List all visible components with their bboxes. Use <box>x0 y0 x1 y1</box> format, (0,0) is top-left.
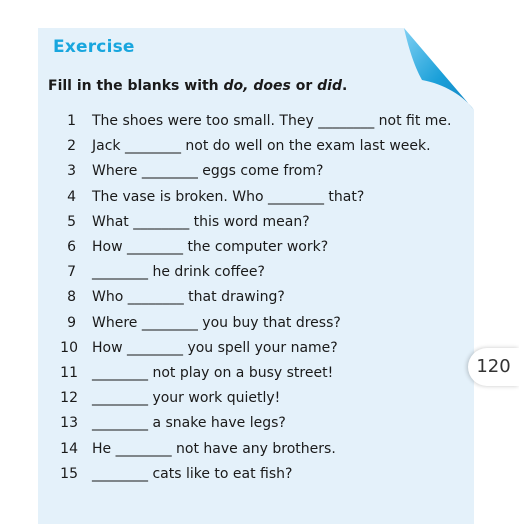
item-sentence: Who ________ that drawing? <box>92 289 285 306</box>
instruction-prefix: Fill in the blanks with <box>48 78 224 94</box>
item-sentence: ________ your work quietly! <box>92 390 281 407</box>
item-sentence: Where ________ you buy that dress? <box>92 314 341 331</box>
item-number: 2 <box>67 138 76 155</box>
item-sentence: ________ not play on a busy street! <box>92 365 334 381</box>
item-sentence: ________ he drink coffee? <box>92 264 265 281</box>
item-sentence: How ________ you spell your name? <box>92 339 338 356</box>
item-number: 6 <box>67 239 76 255</box>
item-number: 14 <box>60 440 78 457</box>
page-number: 120 <box>476 356 511 377</box>
item-sentence: Jack ________ not do well on the exam last week. <box>92 138 431 155</box>
item-sentence: ________ cats like to eat fish? <box>92 465 293 482</box>
item-sentence: ________ a snake have legs? <box>92 415 286 432</box>
item-number: 9 <box>67 314 76 331</box>
item-number: 3 <box>67 163 76 180</box>
item-number: 10 <box>60 339 78 356</box>
item-sentence: Where ________ eggs come from? <box>92 163 324 180</box>
item-number: 5 <box>67 213 76 230</box>
exercise-title: Exercise <box>53 37 135 57</box>
item-number: 12 <box>60 390 78 407</box>
item-sentence: How ________ the computer work? <box>92 239 329 255</box>
item-number: 7 <box>67 264 76 281</box>
instruction-suffix: . <box>341 78 348 94</box>
item-number: 15 <box>60 465 78 482</box>
item-number: 1 <box>67 113 76 129</box>
item-sentence: The shoes were too small. They ________ not fit me. <box>92 113 452 129</box>
page-number-tab <box>468 348 519 386</box>
instruction-joiner: or <box>290 78 318 94</box>
item-sentence: The vase is broken. Who ________ that? <box>92 188 365 205</box>
item-sentence: He ________ not have any brothers. <box>92 440 336 457</box>
item-number: 13 <box>60 415 78 432</box>
instruction-last-word: did <box>317 78 342 94</box>
item-number: 11 <box>60 365 78 381</box>
instruction-words: do, does <box>223 78 291 94</box>
item-number: 4 <box>67 188 76 205</box>
item-sentence: What ________ this word mean? <box>92 213 310 230</box>
item-number: 8 <box>67 289 76 306</box>
